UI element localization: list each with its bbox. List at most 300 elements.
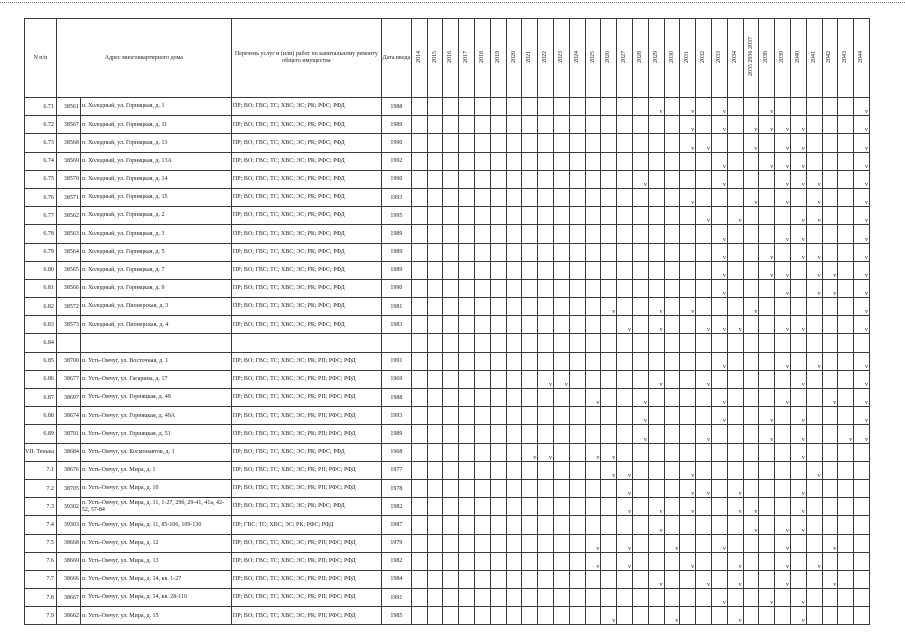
- year-cell: [475, 443, 491, 461]
- header-year-label: 2015: [431, 50, 438, 63]
- year-cell: [743, 389, 759, 407]
- year-cell: [838, 116, 854, 134]
- repair-mark: v: [806, 279, 822, 297]
- row-number: 6.81: [25, 279, 57, 297]
- year-cell: [759, 552, 775, 570]
- year-cell: [648, 243, 664, 261]
- table-row: [25, 443, 870, 461]
- repair-mark: v: [680, 498, 696, 516]
- table-row: [25, 225, 870, 243]
- year-cell: [538, 461, 554, 479]
- repair-mark: v: [617, 552, 633, 570]
- year-cell: [633, 461, 649, 479]
- year-cell: [743, 279, 759, 297]
- year-cell: [522, 352, 538, 370]
- header-year-28: [854, 19, 870, 98]
- repair-mark: v: [648, 370, 664, 388]
- house-code: 38570: [56, 170, 80, 188]
- row-number: 6.77: [25, 207, 57, 225]
- year-cell: [475, 607, 491, 625]
- year-cell: [490, 298, 506, 316]
- row-number: 7.2: [25, 479, 57, 497]
- repair-mark: v: [775, 170, 791, 188]
- year-cell: [522, 407, 538, 425]
- year-cell: [585, 589, 601, 607]
- year-cell: [806, 516, 822, 534]
- table-row: [25, 98, 870, 116]
- year-cell: [822, 589, 838, 607]
- repair-mark: v: [806, 261, 822, 279]
- year-cell: [475, 298, 491, 316]
- year-cell: [822, 516, 838, 534]
- year-cell: [411, 498, 427, 516]
- repair-mark: v: [712, 170, 728, 188]
- year-cell: [506, 352, 522, 370]
- year-cell: [601, 188, 617, 206]
- year-cell: [601, 243, 617, 261]
- year-cell: [664, 498, 680, 516]
- service-list: [231, 334, 381, 352]
- repair-mark: v: [712, 316, 728, 334]
- year-cell: [759, 188, 775, 206]
- service-list: ПР; ВО; ГВС; ТС; ХВС; ЭС; РК; РФС; РФД: [231, 298, 381, 316]
- year-cell: [506, 334, 522, 352]
- year-cell: [696, 170, 712, 188]
- year-cell: [490, 243, 506, 261]
- year-cell: [759, 170, 775, 188]
- year-cell: [490, 443, 506, 461]
- year-cell: [459, 261, 475, 279]
- repair-mark: v: [775, 570, 791, 588]
- year-cell: [775, 498, 791, 516]
- year-cell: [696, 443, 712, 461]
- service-list: ПР; ВО; ГВС; ТС; ХВС; ЭС; РК; РФС; РФД: [231, 188, 381, 206]
- repair-mark: v: [633, 389, 649, 407]
- year-cell: [727, 279, 743, 297]
- year-cell: [822, 116, 838, 134]
- row-number: 6.78: [25, 225, 57, 243]
- year-cell: [585, 261, 601, 279]
- year-cell: [427, 316, 443, 334]
- repair-mark: v: [854, 188, 870, 206]
- year-cell: [490, 352, 506, 370]
- house-code: 38561: [56, 98, 80, 116]
- service-list: ПР; ВО; ГВС; ТС; ХВС; ЭС; РК; РФС; РФД: [231, 170, 381, 188]
- year-cell: [633, 98, 649, 116]
- year-cell: [633, 116, 649, 134]
- repair-mark: v: [696, 479, 712, 497]
- year-cell: [680, 589, 696, 607]
- year-cell: [554, 407, 570, 425]
- year-cell: [585, 243, 601, 261]
- year-cell: [427, 225, 443, 243]
- year-cell: [680, 425, 696, 443]
- scan-edge-line: [0, 2, 905, 4]
- year-cell: [601, 389, 617, 407]
- year-cell: [727, 152, 743, 170]
- year-cell: [459, 516, 475, 534]
- year-cell: [822, 352, 838, 370]
- year-cell: [838, 316, 854, 334]
- repair-mark: v: [791, 370, 807, 388]
- year-cell: [585, 425, 601, 443]
- table-row: [25, 279, 870, 297]
- repair-mark: v: [696, 207, 712, 225]
- year-cell: [585, 516, 601, 534]
- year-cell: [759, 207, 775, 225]
- repair-mark: v: [822, 279, 838, 297]
- year-cell: [664, 207, 680, 225]
- header-year-label: 2025: [589, 50, 596, 63]
- year-cell: [411, 389, 427, 407]
- repair-mark: v: [648, 98, 664, 116]
- service-list: ПР; ВО; ГВС; ТС; ХВС; ЭС; РК; РФС; РФД: [231, 134, 381, 152]
- year-cell: [490, 279, 506, 297]
- year-cell: [617, 334, 633, 352]
- year-cell: [838, 370, 854, 388]
- year-cell: [490, 389, 506, 407]
- header-year-11: [585, 19, 601, 98]
- year-cell: [506, 516, 522, 534]
- repair-mark: v: [854, 134, 870, 152]
- year-cell: [727, 589, 743, 607]
- year-cell: [585, 188, 601, 206]
- year-cell: [743, 225, 759, 243]
- year-cell: [411, 298, 427, 316]
- repair-mark: v: [664, 607, 680, 625]
- year-cell: [443, 188, 459, 206]
- house-address: п. Холодный, ул. Горняцкая, д. 1: [80, 98, 231, 116]
- header-year-label: 2029: [652, 50, 659, 63]
- year-cell: [475, 98, 491, 116]
- year-cell: [617, 98, 633, 116]
- year-cell: [648, 152, 664, 170]
- year-cell: [601, 134, 617, 152]
- year-cell: [554, 279, 570, 297]
- year-cell: [522, 589, 538, 607]
- table-row: [25, 261, 870, 279]
- year-cell: [411, 443, 427, 461]
- header-year-label: 2033: [715, 50, 722, 63]
- repair-mark: v: [727, 316, 743, 334]
- repair-mark: v: [759, 116, 775, 134]
- house-code: 38676: [56, 461, 80, 479]
- year-cell: [569, 334, 585, 352]
- year-cell: [601, 316, 617, 334]
- repair-mark: v: [854, 261, 870, 279]
- year-cell: [791, 352, 807, 370]
- year-cell: [759, 370, 775, 388]
- year-cell: [538, 498, 554, 516]
- year-cell: [791, 389, 807, 407]
- header-address: Адрес многоквартирного дома: [56, 19, 231, 98]
- year-cell: [427, 607, 443, 625]
- commission-year: 1993: [381, 407, 411, 425]
- year-cell: [601, 98, 617, 116]
- year-cell: [633, 552, 649, 570]
- year-cell: [791, 534, 807, 552]
- year-cell: [411, 516, 427, 534]
- repair-mark: v: [854, 170, 870, 188]
- year-cell: [617, 116, 633, 134]
- house-address: п. Усть-Омчуг, ул. Мира, д. 10: [80, 479, 231, 497]
- year-cell: [822, 461, 838, 479]
- header-year-label: 2017: [463, 50, 470, 63]
- house-code: 38669: [56, 552, 80, 570]
- year-cell: [443, 116, 459, 134]
- year-cell: [664, 116, 680, 134]
- year-cell: [838, 589, 854, 607]
- year-cell: [743, 98, 759, 116]
- year-cell: [759, 516, 775, 534]
- repair-mark: v: [648, 516, 664, 534]
- year-cell: [538, 225, 554, 243]
- year-cell: [459, 352, 475, 370]
- year-cell: [427, 243, 443, 261]
- repair-mark: v: [775, 552, 791, 570]
- year-cell: [475, 516, 491, 534]
- year-cell: [648, 334, 664, 352]
- commission-year: 1989: [381, 116, 411, 134]
- repair-mark: v: [759, 261, 775, 279]
- year-cell: [743, 243, 759, 261]
- year-cell: [554, 116, 570, 134]
- repair-mark: v: [775, 316, 791, 334]
- header-year-label: 2032: [700, 50, 707, 63]
- repair-mark: v: [727, 207, 743, 225]
- year-cell: [806, 152, 822, 170]
- header-year-9: [554, 19, 570, 98]
- year-cell: [506, 534, 522, 552]
- year-cell: [443, 207, 459, 225]
- year-cell: [775, 607, 791, 625]
- repair-mark: v: [791, 407, 807, 425]
- year-cell: [443, 334, 459, 352]
- year-cell: [490, 316, 506, 334]
- year-cell: [806, 316, 822, 334]
- row-number: 6.85: [25, 352, 57, 370]
- year-cell: [743, 370, 759, 388]
- repair-mark: v: [712, 98, 728, 116]
- year-cell: [633, 279, 649, 297]
- year-cell: [522, 461, 538, 479]
- year-cell: [775, 443, 791, 461]
- year-cell: [601, 425, 617, 443]
- year-cell: [617, 370, 633, 388]
- year-cell: [838, 207, 854, 225]
- repair-mark: v: [712, 116, 728, 134]
- repair-mark: v: [712, 243, 728, 261]
- repair-mark: v: [775, 261, 791, 279]
- repair-mark: v: [648, 498, 664, 516]
- year-cell: [490, 334, 506, 352]
- year-cell: [459, 498, 475, 516]
- year-cell: [459, 443, 475, 461]
- year-cell: [696, 225, 712, 243]
- service-list: ПР; ВО; ГВС; ТС; ХВС; ЭС; РК; РФС; РФД: [231, 116, 381, 134]
- year-cell: [633, 443, 649, 461]
- year-cell: [854, 534, 870, 552]
- year-cell: [775, 407, 791, 425]
- year-cell: [680, 516, 696, 534]
- year-cell: [806, 570, 822, 588]
- year-cell: [443, 352, 459, 370]
- service-list: ПР; ВО; ГВС; ТС; ХВС; ЭС; РК; РФС; РФД: [231, 243, 381, 261]
- year-cell: [633, 370, 649, 388]
- year-cell: [585, 461, 601, 479]
- repair-mark: v: [727, 479, 743, 497]
- year-cell: [601, 407, 617, 425]
- year-cell: [490, 607, 506, 625]
- year-cell: [569, 207, 585, 225]
- year-cell: [569, 389, 585, 407]
- service-list: ПР; ВО; ГВС; ТС; ХВС; ЭС; РК; РФС; РФД: [231, 279, 381, 297]
- commission-year: 1989: [381, 261, 411, 279]
- house-code: 38700: [56, 352, 80, 370]
- year-cell: [490, 589, 506, 607]
- year-cell: [822, 607, 838, 625]
- service-list: ПР; ВО; ГВС; ТС; ХВС; ЭС; РК; РП; РФС; РФД: [231, 479, 381, 497]
- repair-mark: v: [696, 570, 712, 588]
- year-cell: [459, 170, 475, 188]
- year-cell: [522, 116, 538, 134]
- service-list: ПР; ВО; ГВС; ТС; ХВС; ЭС; РК; РП; РФС; РФД: [231, 607, 381, 625]
- year-cell: [712, 498, 728, 516]
- year-cell: [743, 207, 759, 225]
- year-cell: [475, 207, 491, 225]
- year-cell: [411, 98, 427, 116]
- year-cell: [696, 552, 712, 570]
- table-row: [25, 498, 870, 516]
- repair-mark: v: [854, 389, 870, 407]
- year-cell: [727, 116, 743, 134]
- year-cell: [538, 243, 554, 261]
- repair-mark: v: [648, 316, 664, 334]
- year-cell: [806, 425, 822, 443]
- year-cell: [411, 334, 427, 352]
- year-cell: [490, 370, 506, 388]
- year-cell: [617, 152, 633, 170]
- year-cell: [506, 225, 522, 243]
- year-cell: [411, 134, 427, 152]
- house-address: п. Усть-Омчуг, ул. Мира, д. 1: [80, 461, 231, 479]
- year-cell: [664, 516, 680, 534]
- year-cell: [443, 170, 459, 188]
- commission-year: 1991: [381, 352, 411, 370]
- year-cell: [585, 134, 601, 152]
- year-cell: [601, 170, 617, 188]
- year-cell: [585, 607, 601, 625]
- repair-mark: v: [633, 425, 649, 443]
- year-cell: [633, 607, 649, 625]
- year-cell: [712, 461, 728, 479]
- header-year-13: [617, 19, 633, 98]
- year-cell: [427, 443, 443, 461]
- table-row: [25, 407, 870, 425]
- repair-mark: v: [775, 134, 791, 152]
- year-cell: [633, 352, 649, 370]
- table-row: [25, 170, 870, 188]
- repair-mark: v: [633, 407, 649, 425]
- house-code: 38705: [56, 479, 80, 497]
- repair-mark: v: [759, 243, 775, 261]
- year-cell: [569, 152, 585, 170]
- year-cell: [522, 170, 538, 188]
- header-year-6: [506, 19, 522, 98]
- year-cell: [648, 407, 664, 425]
- year-cell: [838, 516, 854, 534]
- year-cell: [712, 479, 728, 497]
- year-cell: [443, 316, 459, 334]
- year-cell: [554, 134, 570, 152]
- commission-year: 1995: [381, 207, 411, 225]
- year-cell: [712, 334, 728, 352]
- row-number: 6.80: [25, 261, 57, 279]
- header-year-label: 2038: [763, 50, 770, 63]
- repair-mark: v: [696, 134, 712, 152]
- year-cell: [475, 407, 491, 425]
- year-cell: [601, 370, 617, 388]
- year-cell: [427, 534, 443, 552]
- year-cell: [648, 479, 664, 497]
- year-cell: [633, 152, 649, 170]
- year-cell: [648, 461, 664, 479]
- year-cell: [569, 170, 585, 188]
- year-cell: [585, 370, 601, 388]
- commission-year: 1989: [381, 225, 411, 243]
- year-cell: [617, 607, 633, 625]
- table-row: [25, 352, 870, 370]
- year-cell: [664, 443, 680, 461]
- year-cell: [838, 352, 854, 370]
- year-cell: [506, 498, 522, 516]
- header-year-label: 2024: [573, 50, 580, 63]
- year-cell: [680, 407, 696, 425]
- year-cell: [854, 334, 870, 352]
- year-cell: [569, 498, 585, 516]
- year-cell: [743, 552, 759, 570]
- year-cell: [806, 298, 822, 316]
- house-address: п. Усть-Омчуг, ул. Мира, д. 11, 1-27, 29б, 29-41, 41а, 42-52, 57-84: [80, 498, 231, 516]
- house-code: 38568: [56, 134, 80, 152]
- year-cell: [664, 570, 680, 588]
- year-cell: [680, 243, 696, 261]
- year-cell: [633, 188, 649, 206]
- year-cell: [696, 589, 712, 607]
- year-cell: [538, 98, 554, 116]
- year-cell: [743, 589, 759, 607]
- house-address: п. Усть-Омчуг, ул. Мира, д. 11, 85-106, 109-130: [80, 516, 231, 534]
- year-cell: [743, 570, 759, 588]
- year-cell: [554, 479, 570, 497]
- repair-mark: v: [791, 589, 807, 607]
- year-cell: [427, 334, 443, 352]
- year-cell: [522, 552, 538, 570]
- year-cell: [538, 534, 554, 552]
- year-cell: [822, 407, 838, 425]
- house-code: 38571: [56, 188, 80, 206]
- year-cell: [712, 607, 728, 625]
- year-cell: [538, 607, 554, 625]
- year-cell: [680, 261, 696, 279]
- commission-year: 1993: [381, 188, 411, 206]
- header-year-label: 2041: [810, 50, 817, 63]
- header-services: Перечень услуг и (или) работ по капитальному ремонту общего имущества: [231, 19, 381, 98]
- repair-mark: v: [759, 152, 775, 170]
- row-number: 7.9: [25, 607, 57, 625]
- year-cell: [806, 334, 822, 352]
- row-number: 7.6: [25, 552, 57, 570]
